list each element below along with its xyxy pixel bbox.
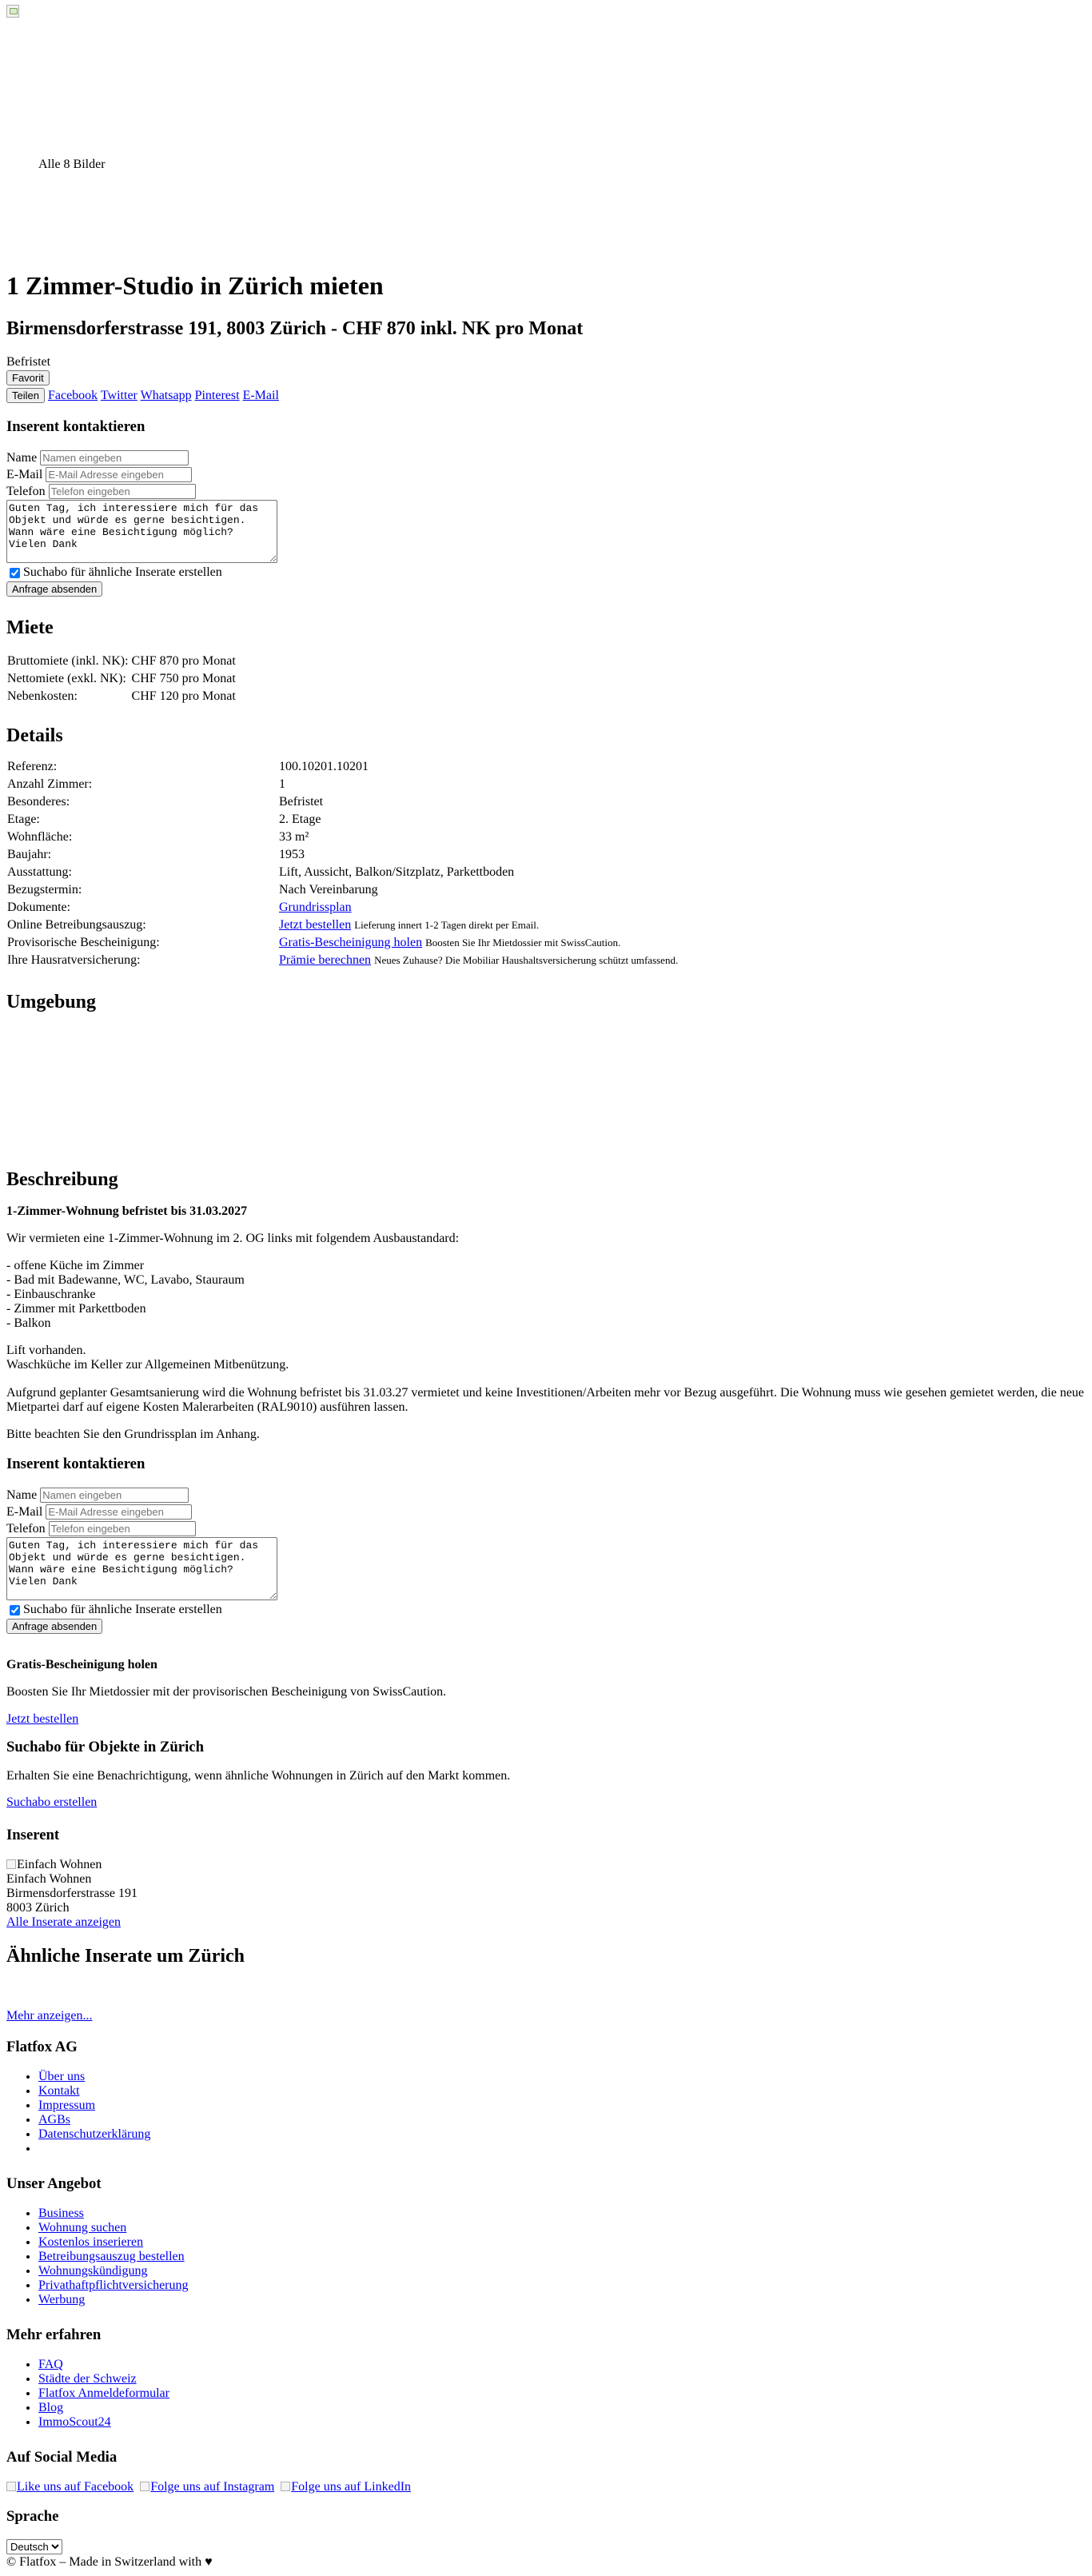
footer-link-about[interactable]: Über uns: [38, 2070, 86, 2083]
detail-label: Anzahl Zimmer:: [7, 777, 93, 791]
footer-link-debt-record[interactable]: Betreibungsauszug bestellen: [38, 2250, 185, 2263]
footer-link-signup-form[interactable]: Flatfox Anmeldeformular: [38, 2386, 169, 2400]
insurance-premium-link[interactable]: Prämie berechnen: [279, 953, 372, 967]
footer-link-terms[interactable]: AGBs: [38, 2113, 71, 2127]
debt-record-note: Lieferung innert 1-2 Tagen direkt per Email.: [354, 919, 540, 931]
facebook-link[interactable]: Like uns auf Facebook: [6, 2480, 134, 2494]
description-heading: Beschreibung: [6, 1169, 118, 1190]
list-item: [38, 2142, 150, 2156]
table-row: [6, 777, 803, 793]
submit-inquiry-button[interactable]: Anfrage absenden: [6, 581, 102, 597]
description-renovation: Aufgrund geplanter Gesamtsanierung wird die Wohnung befristet bis 31.03.27 vermietet und keine Investitionen/Arbeiten mehr vor Bezug ausgeführt. Die Wohnung muss wie gesehen gemietet werden, die neue Mietpartei darf auf eigene Kosten Malerarbeiten (RAL9010) ausführen lassen.: [6, 1386, 1085, 1414]
submit-inquiry-button[interactable]: Anfrage absenden: [6, 1619, 102, 1634]
detail-value: Befristet: [279, 795, 324, 809]
advertiser-street: Birmensdorferstrasse 191: [6, 1887, 137, 1900]
instagram-icon: [140, 2482, 149, 2491]
footer-offer-links: [6, 2207, 189, 2307]
detail-label: Ihre Hausratversicherung:: [7, 953, 141, 967]
footer-link-liability-insurance[interactable]: Privathaftpflichtversicherung: [38, 2278, 189, 2292]
promo-certificate-heading: Gratis-Bescheinigung holen: [6, 1658, 157, 1671]
detail-value: Lift, Aussicht, Balkon/Sitzplatz, Parkettboden: [279, 865, 515, 879]
suchabo-label: Suchabo für ähnliche Inserate erstellen: [23, 1603, 222, 1616]
detail-value: 100.10201.10201: [279, 760, 369, 773]
name-input[interactable]: [40, 450, 189, 465]
message-textarea[interactable]: [6, 500, 277, 563]
phone-label: Telefon: [6, 1521, 46, 1536]
map-area[interactable]: [6, 1020, 486, 1156]
description-note: Bitte beachten Sie den Grundrissplan im Anhang.: [6, 1428, 260, 1441]
rent-label: Nebenkosten:: [7, 689, 78, 703]
detail-value: 1: [279, 777, 285, 791]
name-input[interactable]: [40, 1488, 189, 1503]
detail-label: Ausstattung:: [7, 865, 72, 879]
insurance-note: Neues Zuhause? Die Mobiliar Haushaltsversicherung schützt umfassend.: [374, 954, 679, 966]
suchabo-checkbox[interactable]: [10, 1605, 20, 1615]
suchabo-label: Suchabo für ähnliche Inserate erstellen: [23, 565, 222, 579]
name-label: Name: [6, 450, 38, 465]
detail-label: Online Betreibungsauszug:: [7, 918, 146, 932]
rent-value: CHF 750 pro Monat: [131, 672, 236, 685]
table-row: [6, 794, 803, 810]
table-row: [6, 882, 803, 898]
footer-link-free-listing[interactable]: Kostenlos inserieren: [38, 2235, 144, 2249]
table-row: [6, 917, 803, 933]
email-input[interactable]: [46, 1504, 192, 1520]
rent-label: Nettomiete (exkl. NK):: [7, 672, 126, 685]
detail-label: Baujahr:: [7, 848, 52, 861]
share-whatsapp-link[interactable]: Whatsapp: [140, 389, 192, 402]
list-item: Waschküche im Keller zur Allgemeinen Mitbenützung.: [6, 1358, 289, 1372]
share-button[interactable]: Teilen: [6, 388, 45, 403]
order-debt-record-link[interactable]: Jetzt bestellen: [279, 918, 352, 932]
footer-link-contact[interactable]: Kontakt: [38, 2084, 80, 2098]
footer-link-business[interactable]: Business: [38, 2207, 84, 2220]
linkedin-icon: [281, 2482, 290, 2491]
footer-company-heading: Flatfox AG: [6, 2039, 78, 2055]
list-item: Lift vorhanden.: [6, 1344, 86, 1357]
phone-input[interactable]: [49, 1521, 196, 1536]
advertiser-card: [6, 1858, 137, 1930]
table-row: [6, 653, 237, 669]
list-item: - Balkon: [6, 1316, 51, 1330]
share-pinterest-link[interactable]: Pinterest: [194, 389, 240, 402]
detail-label: Provisorische Bescheinigung:: [7, 936, 160, 949]
footer-link-privacy[interactable]: Datenschutzerklärung: [38, 2127, 151, 2141]
footer-social-heading: Auf Social Media: [6, 2449, 118, 2466]
footer-link-immoscout[interactable]: ImmoScout24: [38, 2415, 111, 2429]
advertiser-name: Einfach Wohnen: [6, 1872, 92, 1886]
footer-link-cities[interactable]: Städte der Schweiz: [38, 2372, 137, 2386]
contact-form: [6, 449, 277, 597]
email-label: E-Mail: [6, 1504, 43, 1519]
contact-heading-bottom: Inserent kontaktieren: [6, 1456, 145, 1472]
facebook-icon: [6, 2482, 16, 2491]
detail-value: 2. Etage: [279, 813, 321, 826]
list-item: - Zimmer mit Parkettboden: [6, 1302, 146, 1316]
promo-suchabo-text: Erhalten Sie eine Benachrichtigung, wenn ähnliche Wohnungen in Zürich auf den Markt kommen.: [6, 1769, 511, 1783]
all-images-link[interactable]: Alle 8 Bilder: [38, 158, 106, 171]
surroundings-heading: Umgebung: [6, 992, 97, 1012]
table-row: [6, 900, 803, 916]
rent-heading: Miete: [6, 617, 54, 638]
table-row: [6, 953, 803, 968]
detail-label: Etage:: [7, 813, 40, 826]
favorite-button[interactable]: Favorit: [6, 370, 50, 385]
advertiser-city: 8003 Zürich: [6, 1901, 70, 1915]
listing-subtitle: Birmensdorferstrasse 191, 8003 Zürich - CHF 870 inkl. NK pro Monat: [6, 318, 584, 339]
floorplan-link[interactable]: Grundrissplan: [279, 901, 352, 914]
email-label: E-Mail: [6, 467, 43, 481]
rent-value: CHF 120 pro Monat: [131, 689, 236, 703]
table-row: [6, 865, 803, 881]
detail-value: 1953: [279, 848, 305, 861]
copyright: © Flatfox – Made in Switzerland with ♥: [6, 2555, 213, 2569]
footer-language-heading: Sprache: [6, 2508, 59, 2525]
share-bar: [6, 388, 279, 403]
list-item: - Einbauschranke: [6, 1288, 96, 1301]
table-row: [6, 847, 803, 863]
show-more-link[interactable]: Mehr anzeigen...: [6, 2009, 93, 2023]
footer-more-heading: Mehr erfahren: [6, 2326, 102, 2343]
name-label: Name: [6, 1488, 38, 1502]
promo-suchabo-heading: Suchabo für Objekte in Zürich: [6, 1739, 204, 1755]
footer-link-blog[interactable]: Blog: [38, 2401, 64, 2414]
detail-label: Besonderes:: [7, 795, 70, 809]
table-row: [6, 935, 803, 951]
list-item: - Bad mit Badewanne, WC, Lavabo, Stauraum: [6, 1273, 245, 1287]
footer-more-links: [6, 2358, 169, 2430]
footer-link-faq[interactable]: FAQ: [38, 2358, 63, 2371]
contact-heading: Inserent kontaktieren: [6, 418, 145, 435]
table-row: [6, 829, 803, 845]
advertiser-heading: Inserent: [6, 1827, 60, 1843]
share-facebook-link[interactable]: Facebook: [47, 389, 98, 402]
rent-table: [5, 652, 238, 706]
detail-value: Nach Vereinbarung: [279, 883, 378, 897]
advertiser-logo: Einfach Wohnen: [6, 1858, 137, 1872]
free-certificate-link[interactable]: Gratis-Bescheinigung holen: [279, 936, 423, 949]
table-row: [6, 812, 803, 828]
certificate-note: Boosten Sie Ihr Mietdossier mit SwissCaution.: [425, 937, 621, 949]
promo-suchabo-link[interactable]: Suchabo erstellen: [6, 1795, 98, 1809]
footer-social-links: [6, 2480, 414, 2494]
description-extras: [6, 1344, 289, 1372]
table-row: [6, 759, 803, 775]
gallery-main-image[interactable]: [6, 5, 19, 18]
language-select[interactable]: [6, 2539, 62, 2554]
share-twitter-link[interactable]: Twitter: [100, 389, 137, 402]
detail-value: 33 m²: [279, 830, 309, 844]
table-row: [6, 689, 237, 705]
email-input[interactable]: [46, 467, 192, 482]
footer-link-termination[interactable]: Wohnungskündigung: [38, 2264, 148, 2278]
footer-link-search[interactable]: Wohnung suchen: [38, 2221, 127, 2235]
detail-label: Dokumente:: [7, 901, 71, 914]
contact-form-bottom: [6, 1487, 277, 1634]
linkedin-link[interactable]: Folge uns auf LinkedIn: [281, 2480, 411, 2494]
rent-value: CHF 870 pro Monat: [131, 654, 236, 668]
promo-certificate-text: Boosten Sie Ihr Mietdossier mit der provisorischen Bescheinigung von SwissCaution.: [6, 1685, 447, 1699]
footer-offer-heading: Unser Angebot: [6, 2175, 102, 2192]
broken-image-icon: [6, 1859, 16, 1869]
suchabo-checkbox[interactable]: [10, 568, 20, 578]
description-intro: Wir vermieten eine 1-Zimmer-Wohnung im 2. OG links mit folgendem Ausbaustandard:: [6, 1232, 460, 1245]
promo-certificate-link[interactable]: Jetzt bestellen: [6, 1712, 79, 1726]
detail-label: Bezugstermin:: [7, 883, 82, 897]
share-email-link[interactable]: E-Mail: [242, 389, 279, 402]
detail-label: Wohnfläche:: [7, 830, 73, 844]
table-row: [6, 671, 237, 687]
all-listings-link[interactable]: Alle Inserate anzeigen: [6, 1915, 122, 1929]
phone-label: Telefon: [6, 484, 46, 498]
similar-heading: Ähnliche Inserate um Zürich: [6, 1946, 245, 1967]
rent-label: Bruttomiete (inkl. NK):: [7, 654, 129, 668]
footer-company-links: [6, 2070, 150, 2156]
tag-befristet: Befristet: [6, 355, 51, 369]
footer-link-imprint[interactable]: Impressum: [38, 2099, 96, 2112]
list-item: - offene Küche im Zimmer: [6, 1259, 145, 1272]
phone-input[interactable]: [49, 484, 196, 499]
details-heading: Details: [6, 725, 63, 746]
page-title: 1 Zimmer-Studio in Zürich mieten: [6, 271, 384, 300]
instagram-link[interactable]: Folge uns auf Instagram: [140, 2480, 274, 2494]
details-table: [5, 757, 804, 970]
description-features: [6, 1259, 245, 1331]
footer-link-advertising[interactable]: Werbung: [38, 2293, 86, 2306]
description-subheading: 1-Zimmer-Wohnung befristet bis 31.03.2027: [6, 1204, 248, 1218]
message-textarea[interactable]: [6, 1537, 277, 1600]
detail-label: Referenz:: [7, 760, 58, 773]
